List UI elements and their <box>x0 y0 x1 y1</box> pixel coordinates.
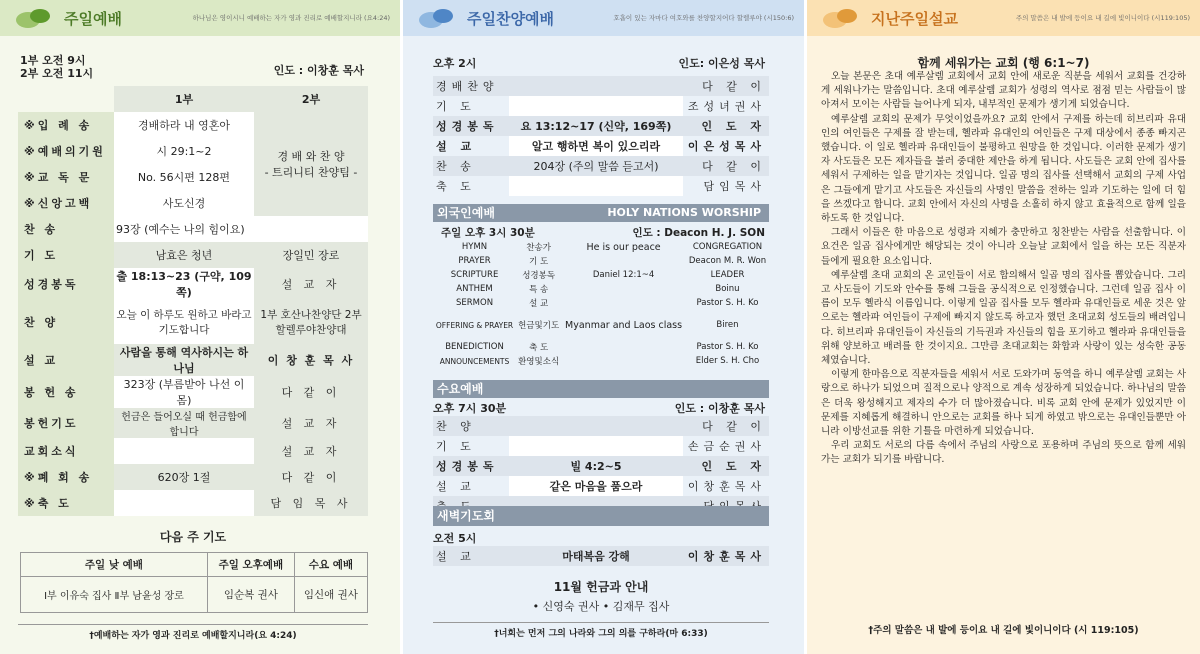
foreign-time-row: 주일 오후 3시 30분 인도 : Deacon H. J. SON <box>441 227 765 239</box>
panel-header <box>0 0 400 36</box>
panel-title: 주일찬양예배 <box>467 10 554 28</box>
leaf-logo-icon <box>821 4 861 32</box>
table-row: ※신앙고백 사도신경 <box>18 190 368 216</box>
table-row: ※예배의기원 시 29:1~2 <box>18 138 368 164</box>
sermon-paragraph: 오늘 본문은 초대 예루살렘 교회에서 교회 안에 새로운 직분을 세워서 교회를 건강하게 세워나가는 말씀입니다. 초대 예루살렘 교회가 성령의 역사로 점점 믿는 사람들이 많아져서 모이는 사람들 늘어나게 되자, 내부적인 문제가 생기게 되었습니다. <box>821 71 1186 111</box>
foreign-order-table <box>433 240 769 368</box>
sermon-paragraph: 예루살렘 교회의 문제가 무엇이었을까요? 교회 안에서 구제를 하는데 히브리파 유대인의 여인들은 구제를 잘 받는데, 헬라파 유대인의 여인들은 구제 대상에서 종종 빠지곤 했습니다. 이 일로 헬라파 유대인들이 불평하고 원망을 한 것입니다. 이러한 문제가 생기자 사도들은 모든 제자들을 불러 중대한 제안을 하게 됩니다. 사도들은 교회 안에 집사를 세워서 구제하는 일을 맡기자는 것입니다. 일곱 명의 집사를 선택해서 교회의 구제 사업은 그들에게 맡기고 사도들은 자신들의 사명인 말씀을 전하는 일과 기도하는 일에 더 힘을 쓰겠다고 합니다. 교회 안에서 자신의 사명을 소홀히 하지 않고 효율적으로 함께 일을 하도록 한 것입니다. <box>821 113 1186 225</box>
sermon-paragraph: 그래서 이들은 한 마음으로 성령과 지혜가 충만하고 칭찬받는 사람을 선출합니다. 이 요건은 일곱 집사에게만 해당되는 것이 아니라 오늘날 교회에서 일을 하는 모든 직분자들에게 필요한 요소입니다. <box>821 227 1186 267</box>
leaf-logo-icon <box>417 4 457 32</box>
table-row: SCRIPTURE 성경봉독 Daniel 12:1~4 LEADER <box>450 270 745 281</box>
table-row: 찬 송 93장 (예수는 나의 힘이요) <box>18 216 368 242</box>
table-row: 기 도 조성녀권사 <box>433 96 769 116</box>
dawn-order-table <box>433 546 769 566</box>
table-header-row: 주일 낮 예배 주일 오후예배 수요 예배 <box>21 553 368 577</box>
table-row: ※폐 회 송 620장 1절 다 같 이 <box>18 464 368 490</box>
table-row: SERMON 설 교 Pastor S. H. Ko <box>456 298 759 309</box>
table-row: 성경봉독 출 18:13~23 (구약, 109쪽) 설 교 자 <box>18 268 368 300</box>
table-row: 경배찬양 다 같 이 <box>433 76 769 96</box>
table-row: 봉 헌 송 323장 (부름받아 나선 이 몸) 다 같 이 <box>18 376 368 408</box>
table-row: 성경봉독 요 13:12~17 (신약, 169쪽) 인 도 자 <box>433 116 769 136</box>
offering-names: • 신영숙 권사 • 김재무 집사 <box>532 600 670 613</box>
merged-praise-cell: 경 배 와 찬 양 - 트리니티 찬양팀 - <box>254 112 368 216</box>
table-row: 교회소식 설 교 자 <box>18 438 368 464</box>
last-sermon-panel <box>807 0 1200 654</box>
order-of-service-table <box>18 86 368 516</box>
sermon-paragraph: 예루살렘 초대 교회의 온 교인들이 서로 합의해서 일곱 명의 집사를 뽑았습니다. 그리고 사도들이 기도와 안수를 통해 그들을 공식적으로 인정했습니다. 그런데 일곱 집사 이름이 모두 헬라식 이름입니다. 이렇게 일곱 집사를 모두 헬라파 유대인들로 세운 것은 앞으로는 헬라파 여인들이 구제에 빠지지 않도록 하고자 했던 초대교회 성도들의 배려입니다. 히브리파 유대인들이 자신들의 기득권과 자신들의 힘을 포기하고 헬라파 유대인들을 위해 양보하고 배려를 한 것이지요. 그만큼 초대교회는 화합과 사랑이 있는 성숙한 공동체였습니다. <box>821 269 1186 367</box>
section-band-foreign: 외국인예배 HOLY NATIONS WORSHIP <box>433 204 769 222</box>
panel-footer-verse: †예배하는 자가 영과 진리로 예배할지니라(요 4:24) <box>18 624 368 641</box>
table-row: 설 교 마태복음 강해 이창훈목사 <box>433 546 769 566</box>
table-row: 설 교 사람을 통해 역사하시는 하나님 이 창 훈 목 사 <box>18 344 368 376</box>
table-row: 기 도 손금순권사 <box>433 436 769 456</box>
praise-order-table <box>433 76 769 196</box>
table-row: ※입 례 송 경배하라 내 영혼아 경 배 와 찬 양 - 트리니티 찬양팀 - <box>18 112 368 138</box>
service-time-row: 오후 2시 인도: 이은성 목사 <box>433 57 765 70</box>
table-row: 찬 양 다 같 이 <box>433 416 769 436</box>
col-header: 2부 <box>254 86 368 112</box>
table-header-row <box>18 86 368 112</box>
panel-footer-verse: †너희는 먼저 그의 나라와 그의 의를 구하라(마 6:33) <box>433 622 769 639</box>
table-row: 설 교 같은 마음을 품으라 이창훈목사 <box>433 476 769 496</box>
panel-title: 지난주일설교 <box>871 10 958 28</box>
table-row: PRAYER 기 도 Deacon M. R. Won <box>458 256 767 267</box>
table-row: HYMN 찬송가 He is our peace CONGREGATION <box>461 241 763 253</box>
table-row: 찬 양 오늘 이 하루도 원하고 바라고 기도합니다 1부 호산나찬양단 2부 할렐루야찬양대 <box>18 300 368 344</box>
praise-worship-panel <box>403 0 804 654</box>
table-row: ※교 독 문 No. 56시편 128편 <box>18 164 368 190</box>
section-band-dawn: 새벽기도회 <box>433 506 769 526</box>
header-verse: 하나님은 영이시니 예배하는 자가 영과 진리로 예배할지니라 (요4:24) <box>192 14 390 22</box>
table-row: 축 도 담임목사 <box>433 176 769 196</box>
table-row: ※축 도 담 임 목 사 <box>18 490 368 516</box>
table-row: OFFERING & PRAYER 헌금및기도 Myanmar and Laos class Biren <box>435 319 739 331</box>
sunday-worship-panel <box>0 0 400 654</box>
header-verse: 주의 말씀은 내 발에 등이요 내 길에 빛이니이다 (시119:105) <box>1015 14 1190 22</box>
panel-header <box>403 0 804 36</box>
prayer-schedule-table <box>20 552 368 613</box>
panel-header <box>807 0 1200 36</box>
table-row: Ⅰ부 이유숙 집사 Ⅱ부 남윤성 장로 임순복 권사 임신애 권사 <box>21 577 368 613</box>
table-row: 설 교 알고 행하면 복이 있으리라 이은성목사 <box>433 136 769 156</box>
sermon-paragraph: 우리 교회도 서로의 다름 속에서 주님의 사랑으로 포용하며 주님의 뜻으로 함께 세워가는 교회가 되기를 바랍니다. <box>821 440 1186 466</box>
table-row: ANNOUNCEMENTS 환영및소식 Elder S. H. Cho <box>439 356 760 367</box>
dawn-time-row: 오전 5시 <box>433 532 477 545</box>
panel-footer-verse: †주의 말씀은 내 발에 등이요 내 길에 빛이니이다 (시 119:105) <box>868 625 1139 636</box>
wednesday-order-table <box>433 416 769 516</box>
section-band-wednesday: 수요예배 <box>433 380 769 398</box>
service-times: 1부 오전 9시 2부 오전 11시 <box>20 54 94 80</box>
wednesday-time-row: 오후 7시 30분 인도 : 이창훈 목사 <box>433 402 765 415</box>
table-row: 찬 송 204장 (주의 말씀 듣고서) 다 같 이 <box>433 156 769 176</box>
table-row: BENEDICTION 축 도 Pastor S. H. Ko <box>445 342 759 353</box>
offering-title: 11월 헌금과 안내 <box>553 580 649 594</box>
service-leader: 인도 : 이창훈 목사 <box>273 64 364 77</box>
sermon-title: 함께 세워가는 교회 (행 6:1~7) <box>917 56 1090 70</box>
leaf-logo-icon <box>14 4 54 32</box>
col-header: 1부 <box>114 86 254 112</box>
sermon-paragraph: 이렇게 한마음으로 직분자들을 세워서 서로 도와가며 동역을 하니 예루살렘 교회는 사랑으로 하나가 되었으며 질적으로나 양적으로 계속 성장하게 되었습니다. 하나님의 말씀은 더욱 왕성해지고 제자의 수가 더 많아졌습니다. 비록 교회 안에 문제가 있었지만 이 문제를 지혜롭게 해결하니 안으로는 교회를 하나 되게 하였고 밖으로는 유대인들뿐만 아니라 이방선교를 위한 기틀을 마련하게 되었습니다. <box>821 369 1186 438</box>
table-row: 성경봉독 빌 4:2~5 인 도 자 <box>433 456 769 476</box>
table-row: 기 도 남효은 청년 장일민 장로 <box>18 242 368 268</box>
table-row: ANTHEM 특 송 Boinu <box>456 284 740 295</box>
table-row: 봉헌기도 헌금은 들어오실 때 헌금함에 합니다 설 교 자 <box>18 408 368 438</box>
next-week-prayer-title: 다음 주 기도 <box>159 530 227 544</box>
header-verse: 호흡이 있는 자마다 여호와를 찬양할지어다 할렐루야 (시150:6) <box>613 14 794 22</box>
sermon-body <box>821 70 1186 468</box>
panel-title: 주일예배 <box>64 10 122 28</box>
